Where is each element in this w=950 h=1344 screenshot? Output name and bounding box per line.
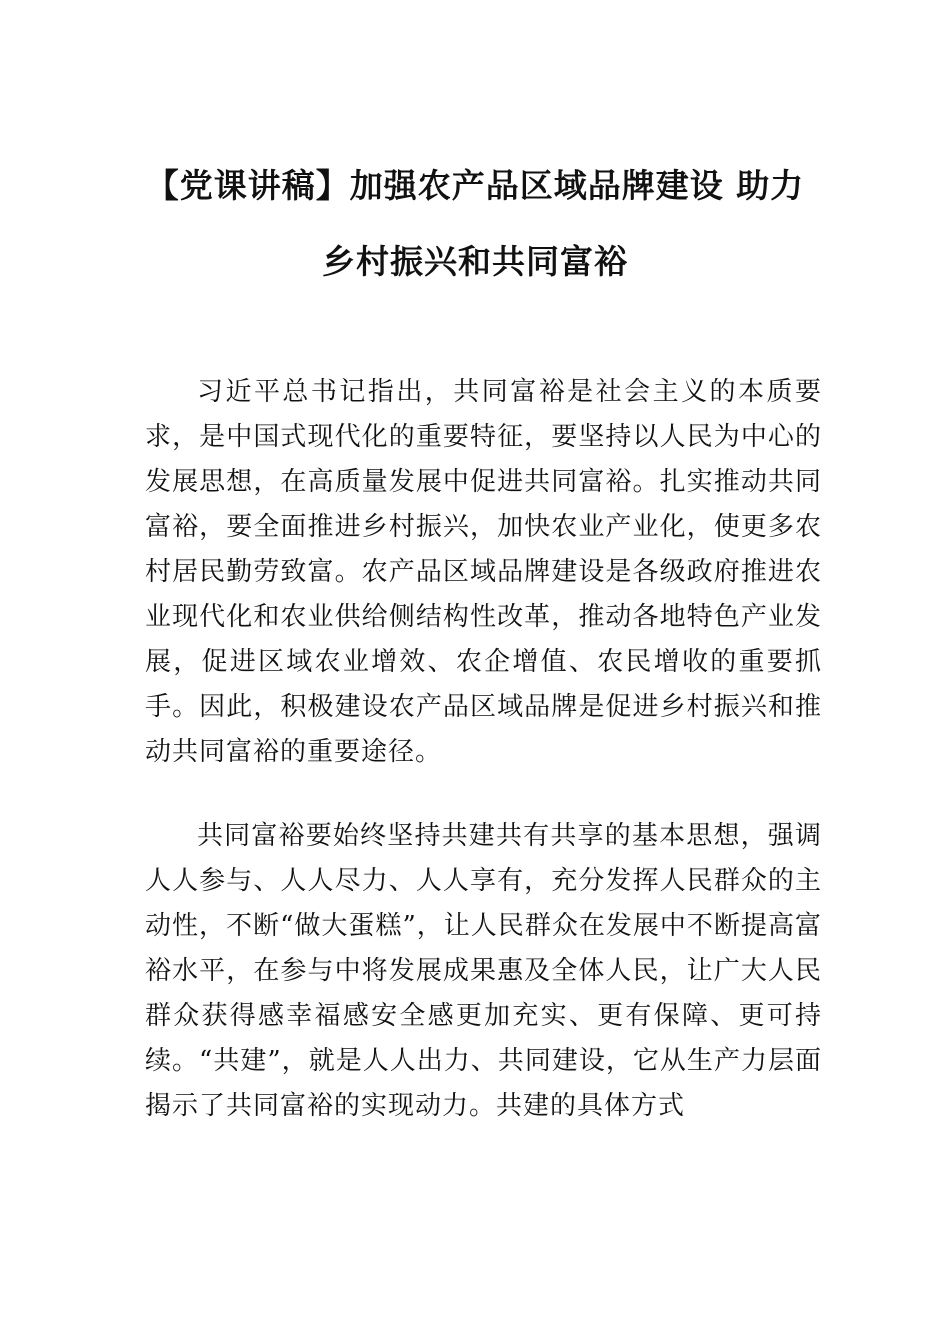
document-title: 【党课讲稿】加强农产品区域品牌建设 助力乡村振兴和共同富裕 — [145, 166, 805, 281]
paragraph-2: 共同富裕要始终坚持共建共有共享的基本思想，强调人人参与、人人尽力、人人享有，充分发挥人民群众的主动性，不断“做大蛋糕”，让人民群众在发展中不断提高富裕水平，在参与中将发展成果惠及全体人民，让广大人民群众获得感幸福感安全感更加充实、更有保障、更可持续。“共建”，就是人人出力、共同建设，它从生产力层面揭示了共同富裕的实现动力。共建的具体方式 — [145, 821, 822, 1121]
paragraph-1: 习近平总书记指出，共同富裕是社会主义的本质要求，是中国式现代化的重要特征，要坚持以人民为中心的发展思想，在高质量发展中促进共同富裕。扎实推动共同富裕，要全面推进乡村振兴，加快农业产业化，使更多农村居民勤劳致富。农产品区域品牌建设是各级政府推进农业现代化和农业供给侧结构性改革，推动各地特色产业发展，促进区域农业增效、农企增值、农民增收的重要抓手。因此，积极建设农产品区域品牌是促进乡村振兴和推动共同富裕的重要途径。 — [145, 377, 822, 767]
